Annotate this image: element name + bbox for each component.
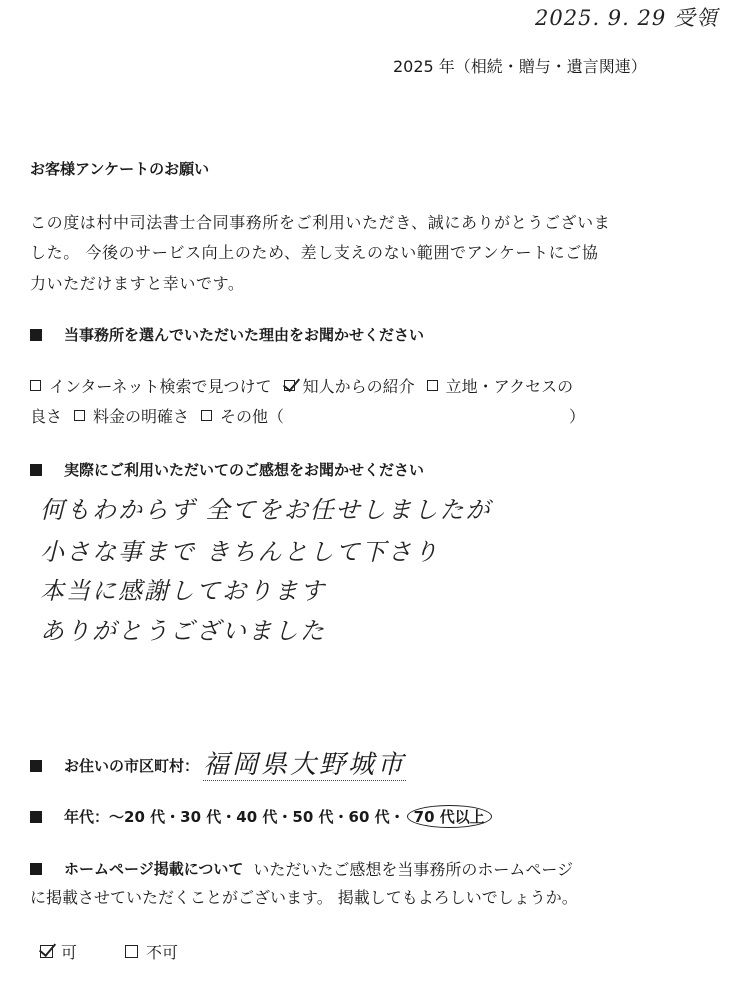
age-option[interactable]: 50 代 [292, 808, 334, 826]
checkbox-location-access[interactable] [427, 380, 438, 391]
consent-yes-label: 可 [61, 943, 78, 962]
reason-options-row [30, 404, 585, 427]
option-label: 立地・アクセスの [445, 377, 574, 396]
other-close-paren: ） [569, 407, 586, 426]
checkbox-consent-no[interactable] [125, 945, 138, 958]
handwritten-comment-line: 本当に感謝しております [40, 577, 326, 605]
bullet-square-icon [30, 811, 42, 823]
bullet-square-icon [30, 464, 42, 476]
consent-no-label: 不可 [146, 943, 179, 962]
checkbox-internet-search[interactable] [30, 380, 41, 391]
bullet-square-icon [30, 329, 42, 341]
checkbox-clear-pricing[interactable] [74, 410, 85, 421]
survey-title: お客様アンケートのお願い [30, 160, 210, 178]
age-separator: ・ [221, 808, 237, 826]
age-option[interactable]: 30 代 [180, 808, 222, 826]
age-separator: ・ [333, 808, 349, 826]
checkbox-referral[interactable] [284, 380, 295, 391]
section-homepage [30, 857, 573, 880]
age-option-selected[interactable]: 70 代以上 [407, 805, 492, 828]
homepage-text-continued: に掲載させていただくことがございます。 掲載してもよろしいでしょうか。 [30, 888, 578, 907]
consent-options [40, 940, 178, 963]
age-separator: ・ [277, 808, 293, 826]
handwritten-comment-line: 小さな事まで きちんとして下さり [40, 538, 440, 566]
section-city [30, 750, 406, 781]
section-heading-impression [30, 459, 424, 480]
city-answer-handwritten: 福岡県大野城市 [203, 750, 407, 780]
checkbox-other[interactable] [201, 410, 212, 421]
option-label: インターネット検索で見つけて [49, 377, 272, 396]
handwritten-comment-line: ありがとうございました [40, 617, 326, 645]
bullet-square-icon [30, 760, 42, 772]
received-date-note: 2025. 9. 29 受領 [535, 6, 718, 30]
bullet-square-icon [30, 863, 42, 875]
homepage-text: いただいたご感想を当事務所のホームページ [253, 860, 574, 879]
intro-line: した。 今後のサービス向上のため、差し支えのない範囲でアンケートにご協 [30, 243, 599, 262]
option-label: 知人からの紹介 [302, 377, 415, 396]
option-label: 料金の明確さ [93, 407, 190, 426]
age-separator: ・ [165, 808, 181, 826]
homepage-heading: ホームページ掲載について [64, 860, 244, 878]
option-label: その他（ [220, 407, 285, 426]
section-heading-label: 実際にご利用いただいてのご感想をお聞かせください [64, 461, 425, 479]
checkbox-consent-yes[interactable] [40, 945, 53, 958]
section-heading-reason [30, 324, 424, 345]
city-label: お住いの市区町村： [64, 757, 200, 775]
age-option[interactable]: 60 代 [348, 808, 390, 826]
age-option[interactable]: 40 代 [236, 808, 278, 826]
section-age [30, 805, 492, 828]
age-label: 年代： [64, 808, 110, 826]
age-option[interactable]: ～20 代 [109, 808, 166, 826]
handwritten-comment-line: 何もわからず 全てをお任せしましたが [40, 496, 492, 524]
document-year-category: 2025 年（相続・贈与・遺言関連） [393, 57, 647, 76]
option-label-continued: 良さ [30, 407, 63, 426]
age-separator: ・ [389, 808, 405, 826]
intro-line: 力いただけますと幸いです。 [30, 274, 245, 293]
intro-line: この度は村中司法書士合同事務所をご利用いただき、誠にありがとうございま [30, 213, 611, 232]
reason-options-row [30, 374, 573, 397]
section-heading-label: 当事務所を選んでいただいた理由をお聞かせください [64, 326, 425, 344]
